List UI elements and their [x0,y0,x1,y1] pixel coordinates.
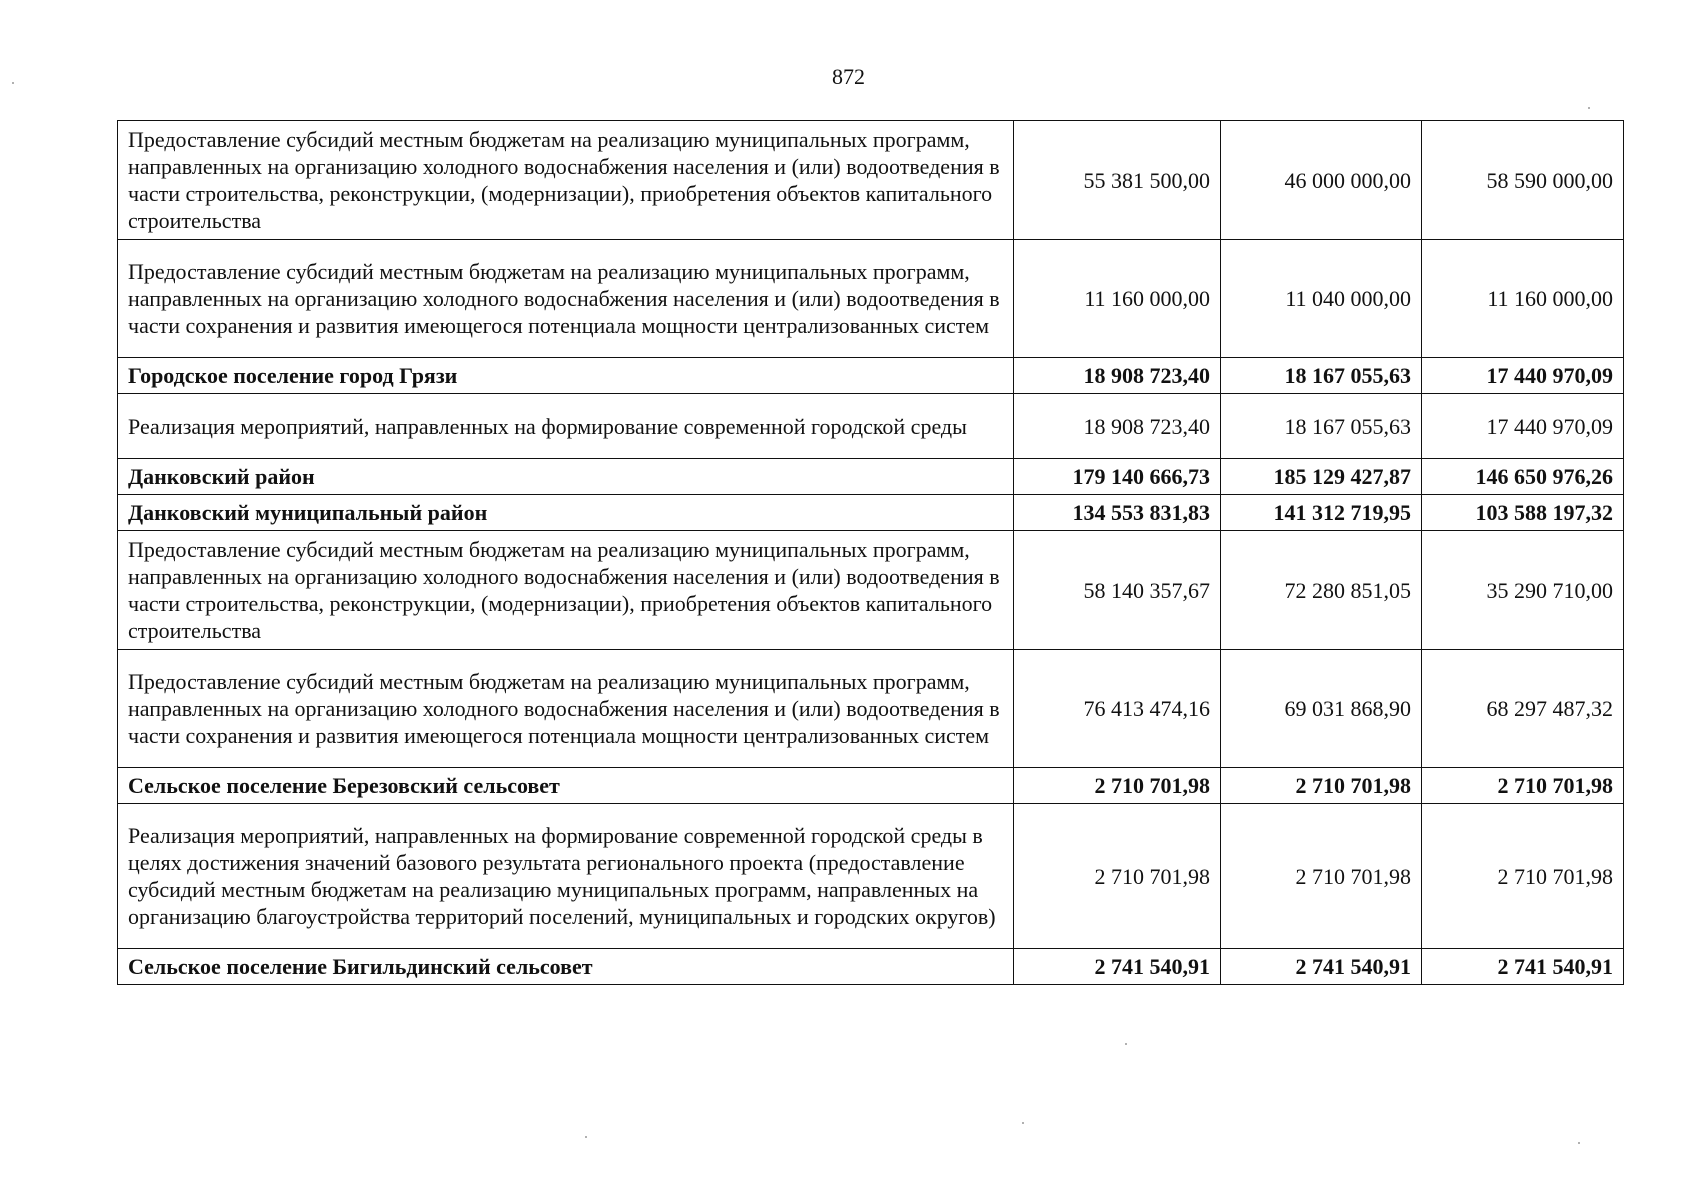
row-value-1: 58 140 357,67 [1014,531,1221,650]
row-value-1: 18 908 723,40 [1014,358,1221,394]
table-row [118,949,1624,985]
row-value-1: 2 710 701,98 [1014,768,1221,804]
scan-speck [1588,107,1590,109]
row-value-3: 68 297 487,32 [1422,650,1624,768]
page-number: 872 [832,64,865,89]
row-value-2: 72 280 851,05 [1221,531,1422,650]
row-name: Предоставление субсидий местным бюджетам на реализацию муниципальных программ, направленных на организацию холодного водоснабжения населения и (или) водоотведения в части строительства, реконструкции, (модернизации), приобретения объектов капитального строительства [118,121,1014,240]
budget-table [117,120,1624,985]
row-name: Данковский муниципальный район [118,495,1014,531]
table-row [118,531,1624,650]
table-row [118,121,1624,240]
row-value-3: 146 650 976,26 [1422,459,1624,495]
row-value-2: 18 167 055,63 [1221,394,1422,459]
row-value-3: 2 710 701,98 [1422,768,1624,804]
row-value-2: 2 710 701,98 [1221,804,1422,949]
scan-speck [1578,1142,1580,1144]
row-value-1: 55 381 500,00 [1014,121,1221,240]
table-row [118,768,1624,804]
row-value-3: 103 588 197,32 [1422,495,1624,531]
scan-speck [1022,1122,1024,1124]
table-row [118,495,1624,531]
table-row [118,358,1624,394]
row-value-3: 58 590 000,00 [1422,121,1624,240]
row-value-2: 2 741 540,91 [1221,949,1422,985]
row-value-2: 141 312 719,95 [1221,495,1422,531]
row-value-2: 69 031 868,90 [1221,650,1422,768]
row-value-3: 17 440 970,09 [1422,394,1624,459]
row-value-2: 2 710 701,98 [1221,768,1422,804]
row-value-2: 185 129 427,87 [1221,459,1422,495]
row-value-1: 2 741 540,91 [1014,949,1221,985]
row-value-3: 2 741 540,91 [1422,949,1624,985]
row-value-2: 18 167 055,63 [1221,358,1422,394]
table-row [118,804,1624,949]
row-value-2: 46 000 000,00 [1221,121,1422,240]
scan-speck [12,82,14,84]
row-name: Сельское поселение Бигильдинский сельсовет [118,949,1014,985]
scan-speck [585,1136,587,1138]
scan-speck [1125,1043,1127,1045]
row-value-3: 35 290 710,00 [1422,531,1624,650]
table-row [118,394,1624,459]
row-name: Реализация мероприятий, направленных на формирование современной городской среды в целях достижения значений базового результата регионального проекта (предоставление субсидий местным бюджетам на реализацию муниципальных программ, направленных на организацию благоустройства территорий поселений, муниципальных и городских округов) [118,804,1014,949]
row-name: Реализация мероприятий, направленных на формирование современной городской среды [118,394,1014,459]
row-value-2: 11 040 000,00 [1221,240,1422,358]
row-value-1: 11 160 000,00 [1014,240,1221,358]
row-name: Городское поселение город Грязи [118,358,1014,394]
row-value-3: 17 440 970,09 [1422,358,1624,394]
table-row [118,650,1624,768]
row-name: Предоставление субсидий местным бюджетам на реализацию муниципальных программ, направленных на организацию холодного водоснабжения населения и (или) водоотведения в части строительства, реконструкции, (модернизации), приобретения объектов капитального строительства [118,531,1014,650]
row-name: Предоставление субсидий местным бюджетам на реализацию муниципальных программ, направленных на организацию холодного водоснабжения населения и (или) водоотведения в части сохранения и развития имеющегося потенциала мощности централизованных систем [118,240,1014,358]
row-name: Предоставление субсидий местным бюджетам на реализацию муниципальных программ, направленных на организацию холодного водоснабжения населения и (или) водоотведения в части сохранения и развития имеющегося потенциала мощности централизованных систем [118,650,1014,768]
row-value-1: 2 710 701,98 [1014,804,1221,949]
row-value-1: 76 413 474,16 [1014,650,1221,768]
row-value-1: 134 553 831,83 [1014,495,1221,531]
row-value-1: 179 140 666,73 [1014,459,1221,495]
row-name: Сельское поселение Березовский сельсовет [118,768,1014,804]
row-value-3: 2 710 701,98 [1422,804,1624,949]
row-value-3: 11 160 000,00 [1422,240,1624,358]
table-row [118,240,1624,358]
table-row [118,459,1624,495]
row-name: Данковский район [118,459,1014,495]
row-value-1: 18 908 723,40 [1014,394,1221,459]
